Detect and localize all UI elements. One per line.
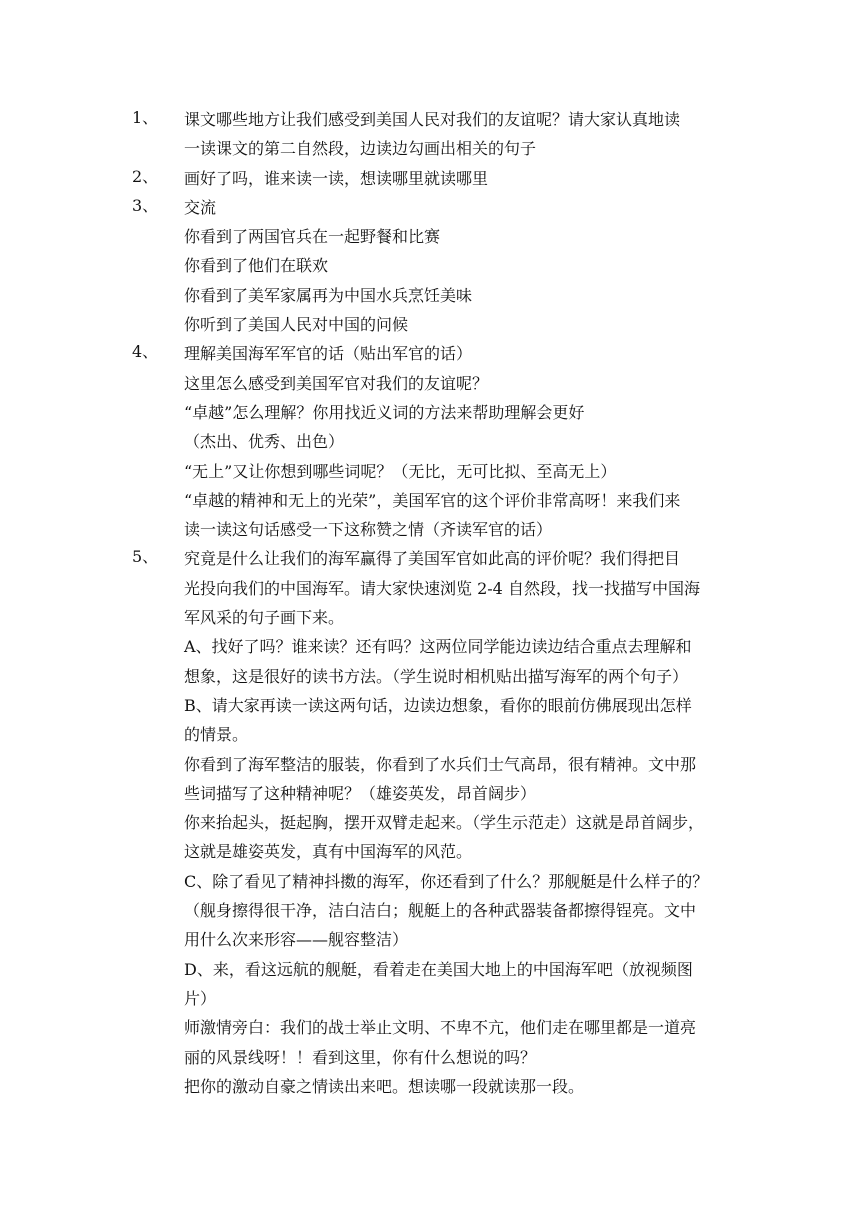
text-line: 你看到了两国官兵在一起野餐和比赛 bbox=[184, 227, 441, 247]
text-line: 课文哪些地方让我们感受到美国人民对我们的友谊呢？请大家认真地读 bbox=[184, 110, 681, 129]
text-line: “卓越的精神和无上的光荣”，美国军官的这个评价非常高呀！来我们来 bbox=[184, 490, 681, 510]
item-number: 3、 bbox=[132, 195, 159, 215]
list-item-4 bbox=[132, 339, 732, 544]
text-line: 光投向我们的中国海军。请大家快速浏览 2-4 自然段，找一找描写中国海 bbox=[184, 578, 700, 598]
text-line: 这就是雄姿英发，真有中国海军的风范。 bbox=[184, 842, 473, 862]
text-line: 一读课文的第二自然段，边读边勾画出相关的句子 bbox=[184, 139, 537, 159]
text-line: （杰出、优秀、出色） bbox=[184, 432, 345, 452]
text-line: “无上”又让你想到哪些词呢？（无比，无可比拟、至高无上） bbox=[184, 461, 617, 481]
list-item-3 bbox=[132, 193, 732, 339]
text-line: 想象，这是很好的读书方法。（学生说时相机贴出描写海军的两个句子） bbox=[184, 666, 689, 686]
text-line: 把你的激动自豪之情读出来吧。想读哪一段就读那一段。 bbox=[184, 1076, 585, 1096]
item-number: 4、 bbox=[132, 342, 159, 362]
item-number: 5、 bbox=[132, 547, 159, 567]
text-line: 用什么次来形容——舰容整洁） bbox=[184, 930, 409, 950]
text-line: 究竟是什么让我们的海军赢得了美国军官如此高的评价呢？我们得把目 bbox=[184, 549, 681, 569]
text-line: 片） bbox=[184, 988, 217, 1008]
item-number: 2、 bbox=[132, 166, 159, 186]
text-line: 这里怎么感受到美国军官对我们的友谊呢？ bbox=[184, 373, 489, 393]
text-line: 你看到了他们在联欢 bbox=[184, 256, 329, 276]
list-item-2 bbox=[132, 164, 732, 193]
text-line: B、请大家再读一读这两句话，边读边想象，看你的眼前仿佛展现出怎样 bbox=[184, 695, 692, 715]
text-line: 些词描写了这种精神呢？（雄姿英发，昂首阔步） bbox=[184, 783, 537, 803]
text-line: 师激情旁白：我们的战士举止文明、不卑不亢，他们走在哪里都是一道亮 bbox=[184, 1018, 697, 1038]
text-line: 军风采的句子画下来。 bbox=[184, 608, 345, 628]
text-line: 的情景。 bbox=[184, 725, 249, 745]
text-line: 你看到了美军家属再为中国水兵烹饪美味 bbox=[184, 285, 473, 305]
text-line: （舰身擦得很干净，洁白洁白；舰艇上的各种武器装备都擦得锃亮。文中 bbox=[184, 901, 697, 921]
text-line: A、找好了吗？谁来读？还有吗？这两位同学能边读边结合重点去理解和 bbox=[184, 637, 692, 657]
text-line: 你来抬起头，挺起胸，摆开双臂走起来。（学生示范走）这就是昂首阔步， bbox=[184, 813, 705, 833]
text-line: “卓越”怎么理解？你用找近义词的方法来帮助理解会更好 bbox=[184, 402, 585, 422]
list-item-5 bbox=[132, 544, 732, 1101]
text-line: C、除了看见了精神抖擞的海军，你还看到了什么？那舰艇是什么样子的？ bbox=[184, 871, 709, 891]
text-line: 交流 bbox=[184, 197, 217, 217]
item-number: 1、 bbox=[132, 108, 159, 127]
text-line: 你听到了美国人民对中国的问候 bbox=[184, 315, 409, 335]
text-line: 理解美国海军军官的话（贴出军官的话） bbox=[184, 344, 473, 364]
list-item-1 bbox=[132, 105, 732, 164]
text-line: 丽的风景线呀！！看到这里，你有什么想说的吗？ bbox=[184, 1047, 537, 1067]
text-line: 读一读这句话感受一下这称赞之情（齐读军官的话） bbox=[184, 520, 553, 540]
text-line: 画好了吗，谁来读一读，想读哪里就读哪里 bbox=[184, 168, 489, 188]
text-line: D、来，看这远航的舰艇，看着走在美国大地上的中国海军吧（放视频图 bbox=[184, 959, 693, 979]
text-line: 你看到了海军整洁的服装，你看到了水兵们士气高昂，很有精神。文中那 bbox=[184, 754, 697, 774]
lesson-plan-text bbox=[132, 105, 732, 1101]
